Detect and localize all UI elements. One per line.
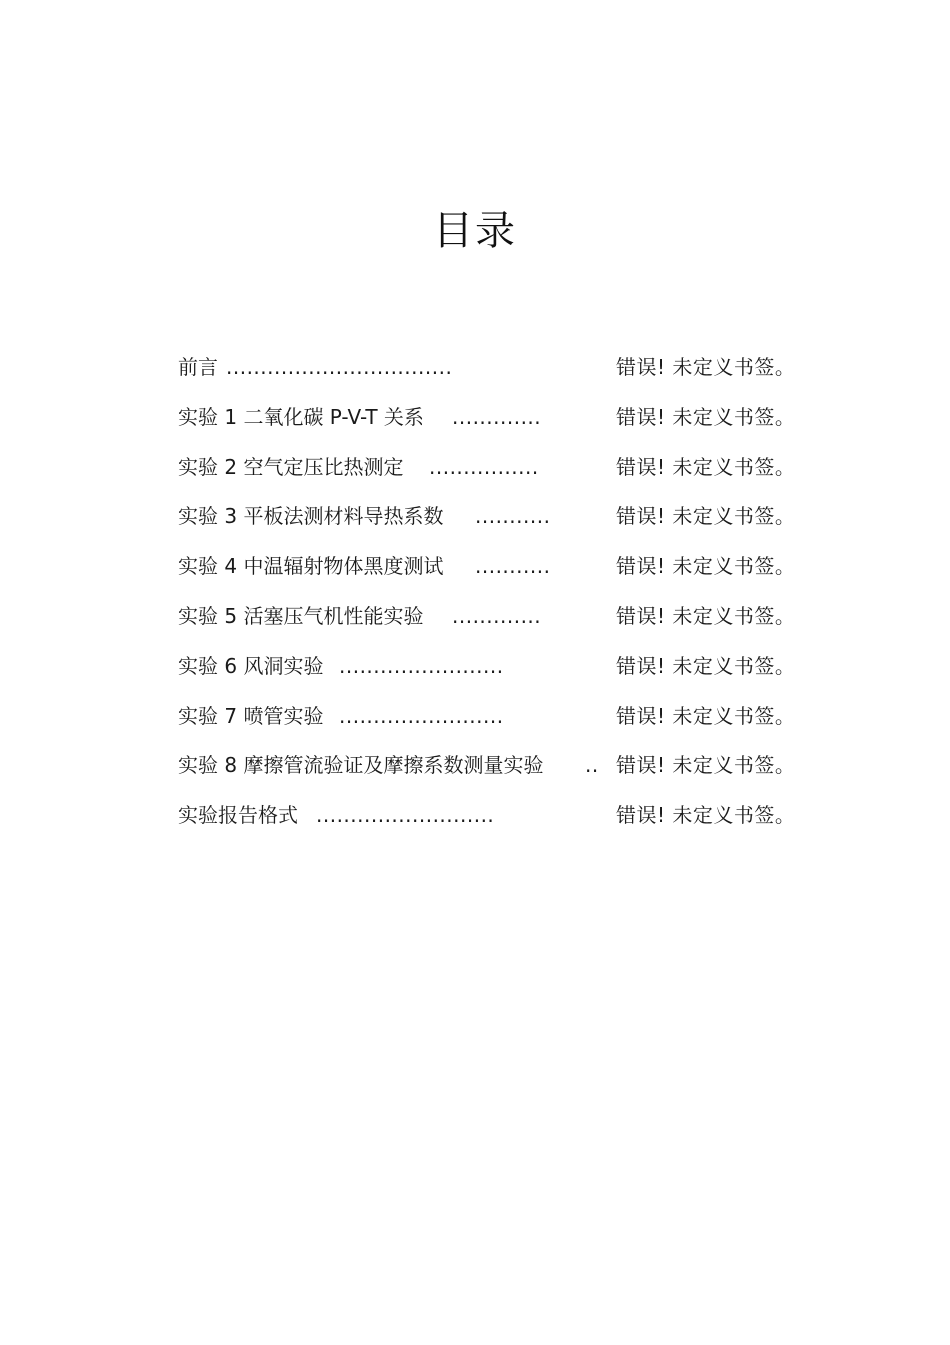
toc-entry[interactable] <box>178 642 818 692</box>
toc-entry-page: 错误! 未定义书签。 <box>616 603 796 628</box>
toc-entry-page: 错误! 未定义书签。 <box>616 404 796 429</box>
toc-entry-label: 实验报告格式 <box>178 803 298 828</box>
toc-entry-label: 实验 7 喷管实验 <box>178 703 324 728</box>
toc-entry-page: 错误! 未定义书签。 <box>616 753 796 778</box>
toc-entry-leader: ............. <box>452 603 542 628</box>
toc-entry-leader: .......................... <box>316 803 495 828</box>
toc-entry-label: 实验 8 摩擦管流验证及摩擦系数测量实验 <box>178 753 544 778</box>
page-title: 目录 <box>433 208 517 254</box>
toc-entry[interactable] <box>178 791 818 841</box>
toc-entry-leader: ........... <box>475 554 551 579</box>
toc-entry-label: 实验 6 风洞实验 <box>178 653 324 678</box>
toc-entry-label: 实验 5 活塞压气机性能实验 <box>178 603 424 628</box>
toc-entry-page: 错误! 未定义书签。 <box>616 454 796 479</box>
toc-entry-page: 错误! 未定义书签。 <box>616 803 796 828</box>
toc-entry-leader: ................ <box>429 454 539 479</box>
toc-entry-label: 实验 4 中温辐射物体黑度测试 <box>178 554 444 579</box>
toc-entry-leader: .. <box>585 753 599 778</box>
toc-entry-page: 错误! 未定义书签。 <box>616 653 796 678</box>
toc-entry-page: 错误! 未定义书签。 <box>616 355 796 379</box>
toc-entry[interactable] <box>178 542 818 592</box>
toc-entry-leader: ........... <box>475 504 551 529</box>
toc-entry[interactable] <box>178 443 818 493</box>
toc-entry[interactable] <box>178 343 818 393</box>
toc-entry-label: 前言 <box>178 355 218 379</box>
toc-entry[interactable] <box>178 592 818 642</box>
toc-entry[interactable] <box>178 692 818 742</box>
toc-entry-page: 错误! 未定义书签。 <box>616 703 796 728</box>
toc-entry[interactable] <box>178 393 818 443</box>
toc-entry-page: 错误! 未定义书签。 <box>616 504 796 529</box>
toc-entry-leader: ............. <box>452 404 542 429</box>
toc-entry[interactable] <box>178 741 818 791</box>
toc-entry-label: 实验 3 平板法测材料导热系数 <box>178 504 444 529</box>
toc-list <box>178 343 818 841</box>
toc-entry-leader: ........................ <box>339 653 504 678</box>
toc-entry-label: 实验 1 二氧化碳 P-V-T 关系 <box>178 404 424 429</box>
toc-entry-leader: ................................. <box>226 355 453 379</box>
toc-entry-label: 实验 2 空气定压比热测定 <box>178 454 404 479</box>
toc-entry-page: 错误! 未定义书签。 <box>616 554 796 579</box>
toc-entry-leader: ........................ <box>339 703 504 728</box>
toc-entry[interactable] <box>178 492 818 542</box>
